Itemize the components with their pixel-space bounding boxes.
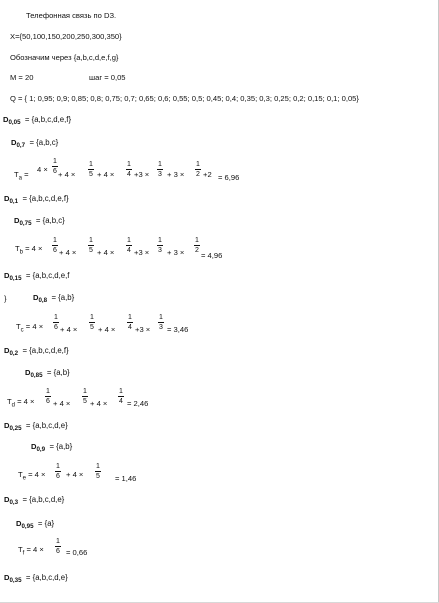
q-set: Q = { 1; 0,95; 0,9; 0,85; 0,8; 0,75; 0,7; 0,65; 0,6; 0,55; 0,5; 0,45; 0,4; 0,35; 0,3; 0,25; 0,2; 0,15; 0,1; 0,05} xyxy=(10,94,359,103)
d-035-row: $D_{0,35} = \{a,b,c,d,e\}$ xyxy=(4,573,68,584)
stray-brace: } xyxy=(4,294,7,303)
m-value: M = 20 xyxy=(10,73,34,82)
d-025-row: $D_{0,25} = \{a,b,c,d,e\}$ xyxy=(4,421,68,432)
notation-line: Обозначим через {a,b,c,d,e,f,g} xyxy=(10,53,119,62)
d-095-row: $D_{0,95} = \{a\}$ xyxy=(16,519,55,530)
d-01-row: $D_{0,1} = \{a,b,c,d,e,f\}$ xyxy=(4,194,69,205)
d-07-row: $D_{0,7} = \{a,b,c\}$ xyxy=(11,138,59,149)
d-085-row: $D_{0,85} = \{a,b\}$ xyxy=(25,368,70,379)
x-set: X={50,100,150,200,250,300,350} xyxy=(10,32,122,41)
step-value: шаг = 0,05 xyxy=(89,73,126,82)
d-015-row: $D_{0,15} = \{a,b,c,d,e,f$ xyxy=(4,271,70,282)
d-09-row: $D_{0,9} = \{a,b\}$ xyxy=(31,442,73,453)
d-075-row: $D_{0,75} = \{a,b,c\}$ xyxy=(14,216,65,227)
d-03-row: $D_{0,3} = \{a,b,c,d,e\}$ xyxy=(4,495,65,506)
d-08-row: $D_{0,8} = \{a,b\}$ xyxy=(33,293,75,304)
page-title: Телефонная связь по DЗ. xyxy=(26,11,117,20)
d-005-row: $D_{0,05} = \{a,b,c,d,e,f\}$ xyxy=(3,115,72,126)
d-02-row: $D_{0,2} = \{a,b,c,d,e,f\}$ xyxy=(4,346,69,357)
